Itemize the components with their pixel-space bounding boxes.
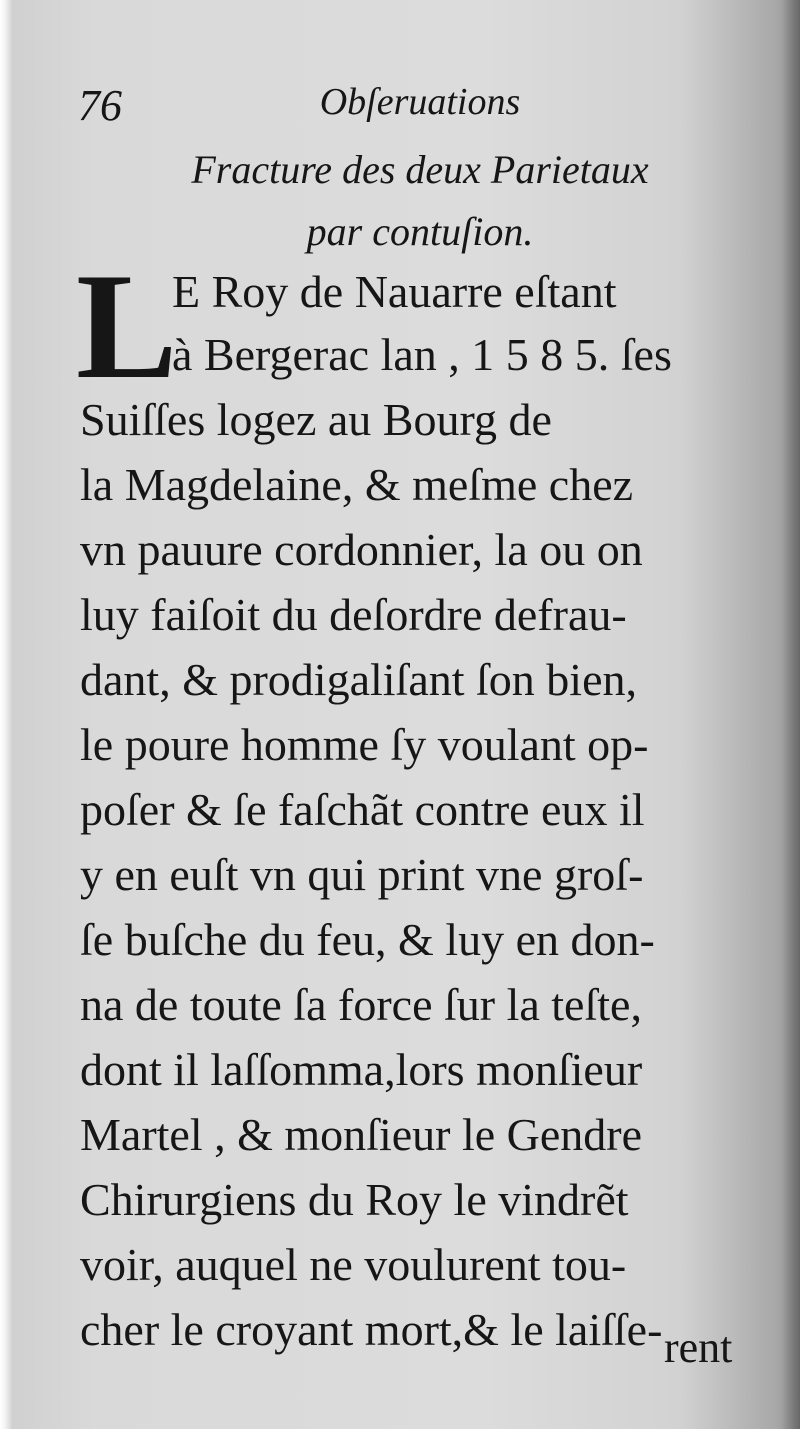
section-title-line-1: Fracture des deux Parietaux — [191, 147, 649, 192]
section-title-line-2: par contuſion. — [306, 209, 534, 254]
text-line: la Magdelaine, & meſme chez — [80, 459, 634, 510]
catchword: rent — [664, 1323, 733, 1372]
text-line: à Bergerac lan , 1 5 8 5. ſes — [172, 329, 672, 380]
text-line: le poure homme ſy voulant op- — [80, 719, 649, 770]
text-line: poſer & ſe faſchãt contre eux il — [80, 784, 645, 835]
text-line: na de toute ſa force ſur la teſte, — [80, 979, 642, 1030]
text-line: dant, & prodigaliſant ſon bien, — [80, 654, 638, 705]
text-line: Chirurgiens du Roy le vindrẽt — [80, 1174, 629, 1225]
text-line: E Roy de Nauarre eſtant — [172, 266, 617, 317]
text-line: Martel , & monſieur le Gendre — [80, 1109, 643, 1160]
text-line: luy faiſoit du deſordre defrau- — [80, 589, 627, 640]
text-line: cher le croyant mort,& le laiſſe- — [80, 1304, 663, 1355]
text-line: y en euſt vn qui print vne groſ- — [80, 849, 644, 900]
text-line: Suiſſes logez au Bourg de — [80, 394, 552, 445]
page-shadow-edge — [782, 0, 800, 1429]
drop-cap: L — [76, 242, 178, 410]
page-number: 76 — [78, 81, 122, 130]
text-line: vn pauure cordonnier, la ou on — [80, 524, 643, 575]
text-line: ſe buſche du feu, & luy en don- — [80, 914, 655, 965]
text-line: voir, auquel ne voulurent tou- — [80, 1239, 627, 1290]
text-line: dont il laſſomma,lors monſieur — [80, 1044, 643, 1095]
page-gutter-edge — [0, 0, 12, 1429]
running-header: Obſeruations — [319, 81, 521, 123]
